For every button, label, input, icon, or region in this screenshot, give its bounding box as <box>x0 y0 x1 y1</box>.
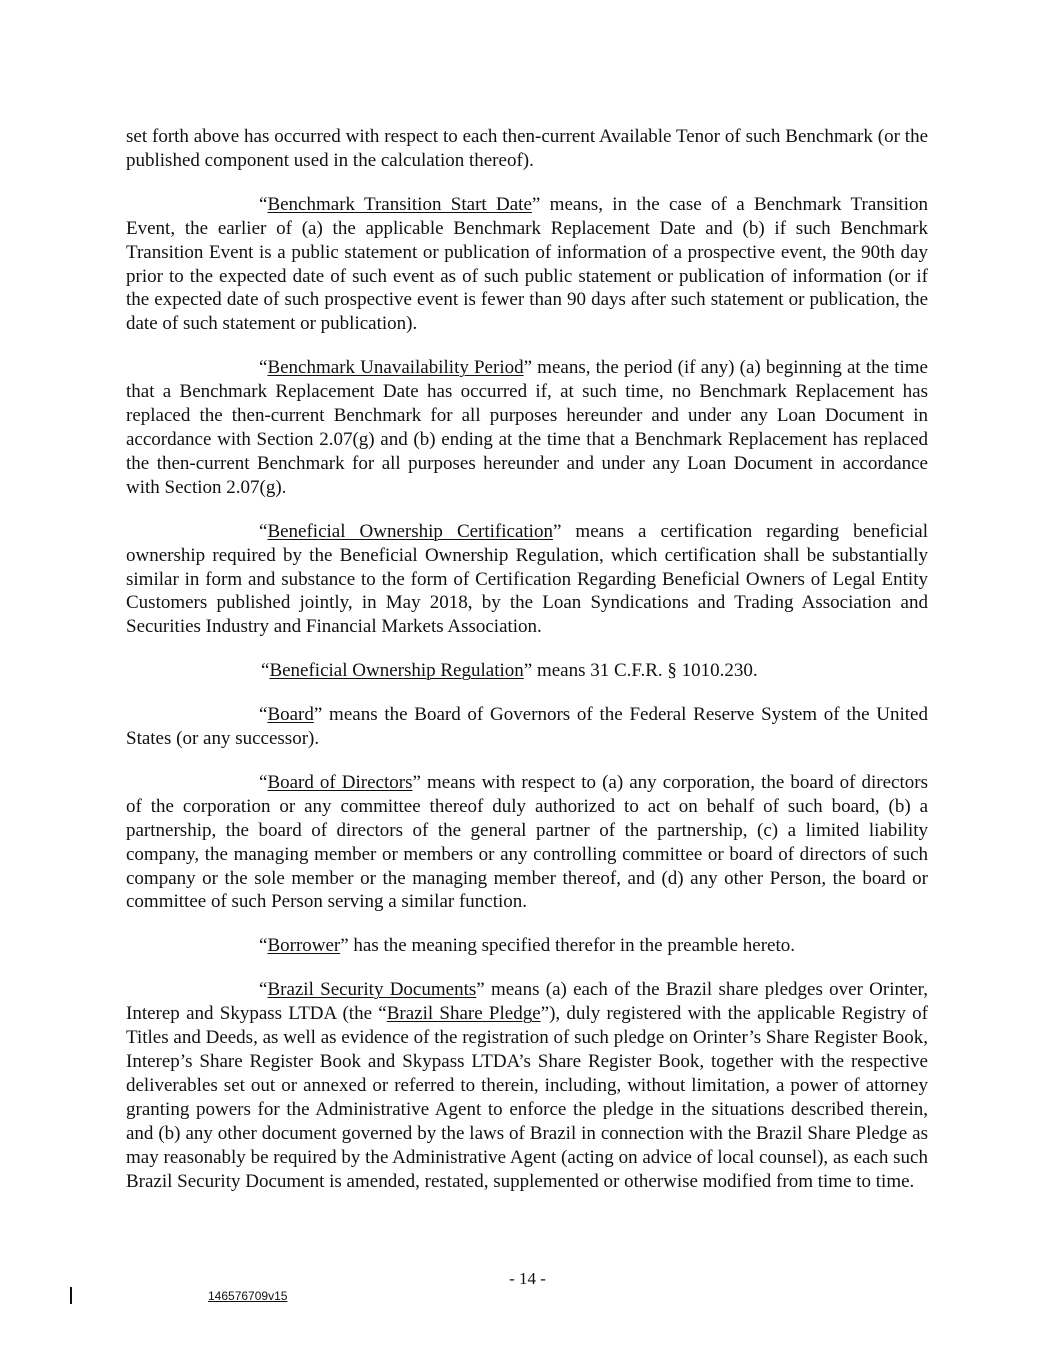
intro-paragraph: set forth above has occurred with respect to each then-current Available Tenor of such Benchmark (or the published component used in the calculation thereof). <box>126 126 928 171</box>
open-quote: “ <box>259 935 268 957</box>
definition-text-continued: ”), duly registered with the applicable Registry of Titles and Deeds, as well as evidence of the registration of such pledge on Orinter’s Share Register Book, Interep’s Share Register Book and Skypass LTDA’s Share Register Book, together with the respective deliverables set out or annexed or referred to therein, including, without limitation, a power of attorney granting powers for the Administrative Agent to enforce the pledge in the situations described therein, and (b) any other document governed by the laws of Brazil in connection with the Brazil Share Pledge as may reasonably be required by the Administrative Agent (acting on advice of local counsel), as each such Brazil Security Document is amended, restated, supplemented or otherwise modified from time to time. <box>126 1003 928 1192</box>
open-quote: “ <box>259 704 268 726</box>
definition-board-of-directors <box>126 771 928 914</box>
defined-term: Beneficial Ownership Regulation <box>269 660 524 682</box>
defined-term: Board <box>267 704 314 726</box>
open-quote: “ <box>259 193 268 215</box>
definition-text: ” means, in the case of a Benchmark Transition Event, the earlier of (a) the applicable Benchmark Replacement Date and (b) if such Benchmark Transition Event is a public statement or publication of information of a prospective event, the 90th day prior to the expected date of such event as of such public statement or publication of information (or if the expected date of such prospective event is fewer than 90 days after such statement or publication, the date of such statement or publication). <box>126 193 928 335</box>
definition-board <box>126 703 928 751</box>
document-id: 146576709v15 <box>208 1289 288 1303</box>
definition-beneficial-ownership-regulation <box>126 659 928 683</box>
open-quote: “ <box>259 357 268 379</box>
document-body <box>126 125 928 1213</box>
definition-benchmark-unavailability-period <box>126 356 928 499</box>
open-quote: “ <box>261 660 270 682</box>
revision-bar <box>70 1287 72 1304</box>
definition-text: ” means 31 C.F.R. § 1010.230. <box>523 660 758 682</box>
definition-text: ” means with respect to (a) any corporation, the board of directors of the corporation or any committee thereof duly authorized to act on behalf of such board, (b) a partnership, the board of directors of the general partner of the partnership, (c) a limited liability company, the managing member or members or any controlling committee or board of directors of such company or the sole member or the managing member thereof, and (d) any other Person, the board or committee of such Person serving a similar function. <box>126 771 928 913</box>
open-quote: “ <box>259 771 268 793</box>
definition-text: ” means, the period (if any) (a) beginning at the time that a Benchmark Replacement Date has occurred if, at such time, no Benchmark Replacement has replaced the then-current Benchmark for all purposes hereunder and under any Loan Document in accordance with Section 2.07(g) and (b) ending at the time that a Benchmark Replacement has replaced the then-current Benchmark for all purposes hereunder and under any Loan Document in accordance with Section 2.07(g). <box>126 357 928 498</box>
open-quote: “ <box>259 979 268 1001</box>
definition-brazil-security-documents <box>126 978 928 1193</box>
definition-text: ” means a certification regarding beneficial ownership required by the Beneficial Ownership Regulation, which certification shall be substantially similar in form and substance to the form of Certification Regarding Beneficial Owners of Legal Entity Customers published jointly, in May 2018, by the Loan Syndications and Trading Association and Securities Industry and Financial Markets Association. <box>126 520 928 638</box>
definition-borrower <box>126 934 928 958</box>
defined-term: Brazil Security Documents <box>267 979 477 1001</box>
definition-text: ” has the meaning specified therefor in the preamble hereto. <box>340 935 795 957</box>
defined-term: Benchmark Unavailability Period <box>267 357 524 379</box>
defined-term: Borrower <box>267 935 341 957</box>
definition-benchmark-transition-start-date <box>126 193 928 336</box>
defined-term: Benchmark Transition Start Date <box>267 193 532 215</box>
defined-term: Board of Directors <box>267 771 413 793</box>
definition-text: ” means (a) each of the Brazil share pledges over Orinter, Interep and Skypass LTDA (the “ <box>126 979 928 1025</box>
defined-term: Beneficial Ownership Certification <box>267 520 553 542</box>
defined-term-inner: Brazil Share Pledge <box>386 1003 541 1025</box>
definition-text: ” means the Board of Governors of the Federal Reserve System of the United States (or any successor). <box>126 704 928 750</box>
page-number: - 14 - <box>509 1269 546 1288</box>
definition-beneficial-ownership-certification <box>126 520 928 640</box>
open-quote: “ <box>259 520 268 542</box>
